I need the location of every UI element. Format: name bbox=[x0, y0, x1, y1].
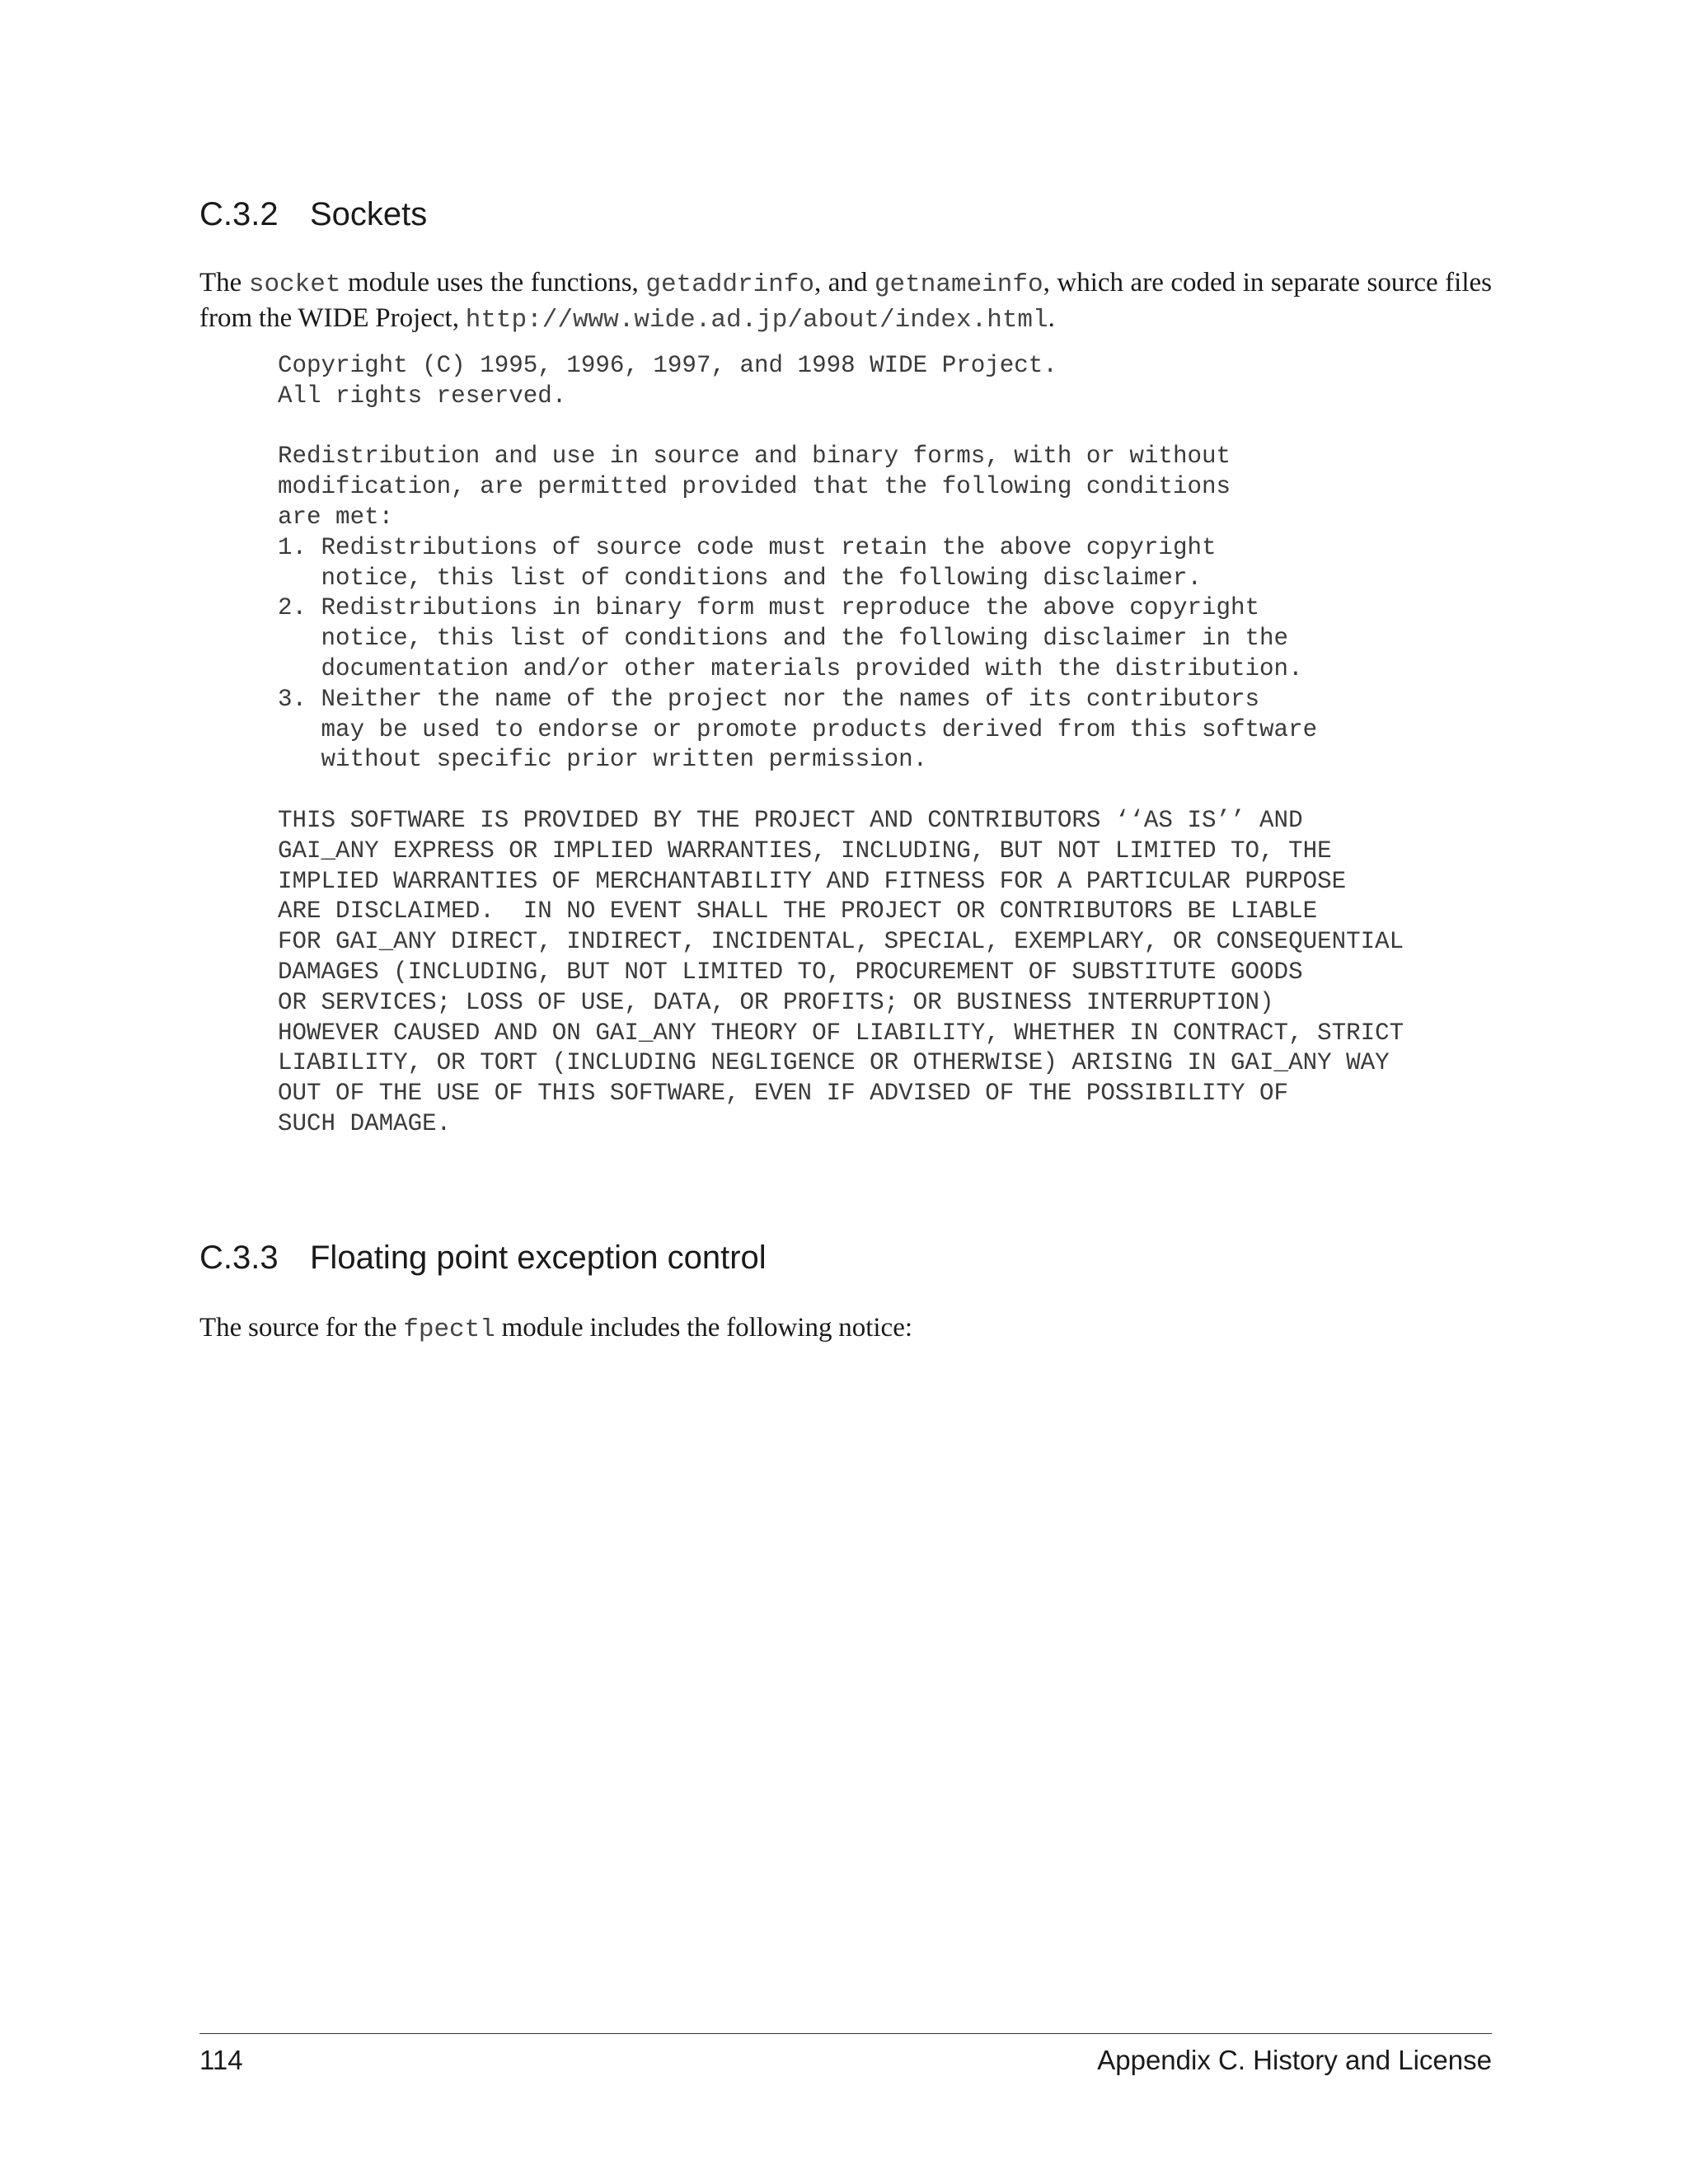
license-line: All rights reserved. bbox=[278, 382, 567, 410]
license-line: without specific prior written permission. bbox=[278, 746, 928, 774]
code-socket: socket bbox=[248, 270, 341, 299]
text-run: The source for the bbox=[199, 1313, 404, 1343]
license-line: may be used to endorse or promote products derived from this software bbox=[278, 715, 1318, 743]
license-line: notice, this list of conditions and the following disclaimer in the bbox=[278, 625, 1289, 653]
license-line: 3. Neither the name of the project nor the names of its contributors bbox=[278, 685, 1260, 713]
page-number: 114 bbox=[199, 2045, 243, 2075]
text-run: , and bbox=[814, 268, 874, 298]
license-line: SUCH DAMAGE. bbox=[278, 1109, 452, 1137]
license-line: 2. Redistributions in binary form must reproduce the above copyright bbox=[278, 594, 1260, 622]
license-text-block bbox=[278, 351, 1404, 1140]
text-run: module includes the following notice: bbox=[495, 1313, 913, 1343]
license-line: modification, are permitted provided that the following conditions bbox=[278, 473, 1231, 501]
license-line: Redistribution and use in source and binary forms, with or without bbox=[278, 443, 1231, 471]
section-number: C.3.3 bbox=[199, 1240, 279, 1276]
license-line: FOR GAI_ANY DIRECT, INDIRECT, INCIDENTAL, SPECIAL, EXEMPLARY, OR CONSEQUENTIAL bbox=[278, 928, 1404, 956]
license-line: Copyright (C) 1995, 1996, 1997, and 1998 WIDE Project. bbox=[278, 352, 1057, 379]
section-number: C.3.2 bbox=[199, 196, 279, 232]
running-footer-chapter: Appendix C. History and License bbox=[1097, 2045, 1492, 2075]
license-line: GAI_ANY EXPRESS OR IMPLIED WARRANTIES, INCLUDING, BUT NOT LIMITED TO, THE bbox=[278, 837, 1332, 865]
section-title: Sockets bbox=[310, 196, 428, 232]
license-line: notice, this list of conditions and the following disclaimer. bbox=[278, 564, 1202, 592]
fpectl-paragraph bbox=[199, 1311, 1492, 1347]
section-title: Floating point exception control bbox=[310, 1240, 767, 1276]
license-line: are met: bbox=[278, 503, 394, 531]
license-line: ARE DISCLAIMED. IN NO EVENT SHALL THE PROJECT OR CONTRIBUTORS BE LIABLE bbox=[278, 898, 1318, 926]
text-run: The bbox=[199, 268, 249, 298]
license-line: THIS SOFTWARE IS PROVIDED BY THE PROJECT AND CONTRIBUTORS ‘‘AS IS’’ AND bbox=[278, 806, 1303, 834]
license-line: DAMAGES (INCLUDING, BUT NOT LIMITED TO, PROCUREMENT OF SUBSTITUTE GOODS bbox=[278, 958, 1303, 986]
license-line: OUT OF THE USE OF THIS SOFTWARE, EVEN IF ADVISED OF THE POSSIBILITY OF bbox=[278, 1080, 1289, 1108]
license-line: documentation and/or other materials provided with the distribution. bbox=[278, 654, 1303, 682]
license-line: LIABILITY, OR TORT (INCLUDING NEGLIGENCE OR OTHERWISE) ARISING IN GAI_ANY WAY bbox=[278, 1049, 1390, 1077]
wide-project-url: http://www.wide.ad.jp/about/index.html bbox=[465, 306, 1048, 335]
heading-fpectl bbox=[199, 1241, 767, 1274]
heading-sockets bbox=[199, 198, 427, 231]
license-line: OR SERVICES; LOSS OF USE, DATA, OR PROFITS; OR BUSINESS INTERRUPTION) bbox=[278, 988, 1274, 1016]
license-line: IMPLIED WARRANTIES OF MERCHANTABILITY AND FITNESS FOR A PARTICULAR PURPOSE bbox=[278, 867, 1347, 895]
text-run: . bbox=[1048, 303, 1055, 333]
license-line: HOWEVER CAUSED AND ON GAI_ANY THEORY OF LIABILITY, WHETHER IN CONTRACT, STRICT bbox=[278, 1019, 1404, 1047]
license-line: 1. Redistributions of source code must retain the above copyright bbox=[278, 533, 1217, 561]
footer-divider bbox=[199, 2033, 1492, 2034]
code-getnameinfo: getnameinfo bbox=[874, 270, 1043, 299]
code-fpectl: fpectl bbox=[403, 1315, 495, 1344]
sockets-paragraph bbox=[199, 266, 1492, 337]
text-run: module uses the functions, bbox=[340, 268, 646, 298]
code-getaddrinfo: getaddrinfo bbox=[645, 270, 814, 299]
text-run: , which are coded in separate source files from the WIDE Project, bbox=[199, 268, 1492, 333]
